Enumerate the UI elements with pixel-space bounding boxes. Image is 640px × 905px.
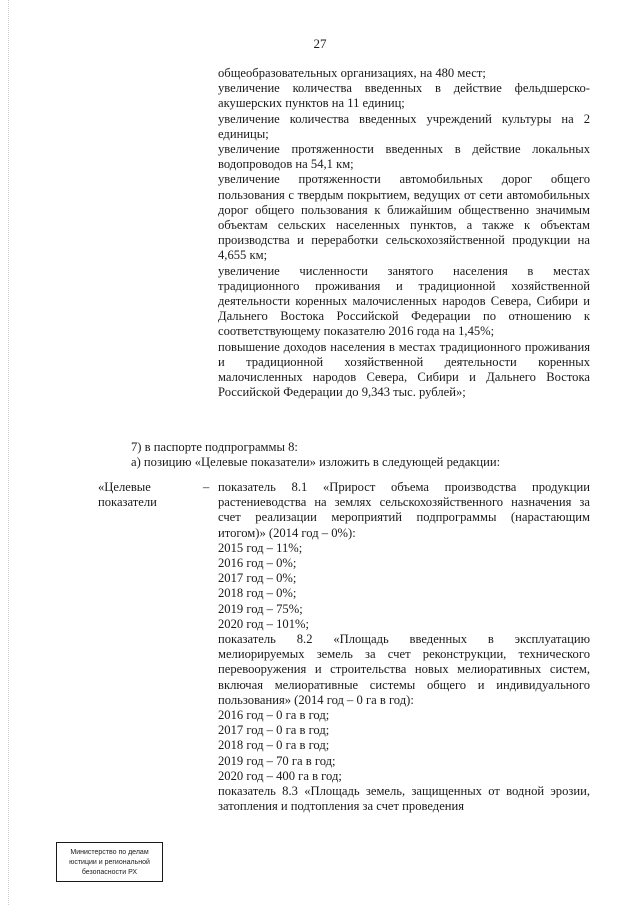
indicator-8-3: показатель 8.3 «Площадь земель, защищенных от водной эрозии, затопления и подтопления за счет проведения: [218, 784, 590, 814]
target-indicators-label: [98, 480, 193, 510]
indicator-value: 2019 год – 75%;: [218, 601, 303, 616]
indicator-value: 2020 год – 400 га в год;: [218, 768, 342, 783]
list-item: увеличение численности занятого населения в местах традиционного проживания и традиционной хозяйственной деятельности коренных малочисленных народов Севера, Сибири и Дальнего Востока Российской Федерации по отношению к соответствующему показателю 2016 года на 1,45%;: [218, 263, 590, 339]
indicator-value: 2020 год – 101%;: [218, 616, 310, 631]
label-dash: –: [203, 480, 210, 494]
ministry-stamp: [56, 842, 163, 882]
amendment-paragraph: [131, 440, 591, 470]
stamp-line: юстиции и региональной: [69, 859, 150, 866]
amendment-item-7: 7) в паспорте подпрограммы 8:: [131, 440, 298, 454]
label-line: показатели: [98, 495, 157, 510]
list-item: общеобразовательных организациях, на 480 мест;: [218, 66, 486, 80]
list-item: повышение доходов населения в местах традиционного проживания и традиционной хозяйственной деятельности коренных малочисленных народов Севера, Сибири и Дальнего Востока Российской Федерации до 9,343 тыс. рублей»;: [218, 339, 590, 400]
page-number: 27: [313, 36, 327, 51]
indicator-value: 2019 год – 70 га в год;: [218, 753, 336, 768]
indicator-value: 2017 год – 0%;: [218, 571, 297, 586]
stamp-line: Министерство по делам: [70, 849, 149, 856]
indicator-value: 2015 год – 11%;: [218, 540, 303, 555]
amendment-subitem-a: а) позицию «Целевые показатели» изложить в следующей редакции:: [131, 455, 501, 470]
list-item: увеличение протяженности автомобильных дорог общего пользования с твердым покрытием, ведущих от сети автомобильных дорог общего пользования к ближайшим общественно значимым объектам сельских населенных пунктов, а также к объектам производства и переработки сельскохозяйственной продукции на 4,655 км;: [218, 172, 590, 263]
indicator-8-2: показатель 8.2 «Площадь введенных в эксплуатацию мелиорируемых земель за счет реконструкции, технического перевооружения и строительства новых мелиоративных систем, включая мелиоративные системы общего и индивидуального пользования» (2014 год – 0 га в год):: [218, 632, 590, 707]
target-indicators-content: [218, 480, 590, 814]
continued-list: [218, 66, 590, 400]
indicator-value: 2016 год – 0 га в год;: [218, 708, 330, 723]
indicator-value: 2016 год – 0%;: [218, 556, 297, 571]
label-line: «Целевые: [98, 480, 151, 494]
indicator-value: 2017 год – 0 га в год;: [218, 723, 330, 738]
stamp-line: безопасности РХ: [81, 869, 138, 876]
indicator-value: 2018 год – 0%;: [218, 586, 297, 601]
scan-margin-line: [8, 0, 9, 905]
list-item: увеличение количества введенных в действие фельдшерско-акушерских пунктов на 11 единиц;: [218, 81, 590, 111]
list-item: увеличение протяженности введенных в действие локальных водопроводов на 54,1 км;: [218, 142, 590, 172]
list-item: увеличение количества введенных учреждений культуры на 2 единицы;: [218, 111, 590, 141]
indicator-8-1: показатель 8.1 «Прирост объема производства продукции растениеводства на землях сельскохозяйственного назначения за счет реализации мероприятий подпрограммы (нарастающим итогом)» (2014 год – 0%):: [218, 480, 590, 540]
indicator-value: 2018 год – 0 га в год;: [218, 738, 330, 753]
